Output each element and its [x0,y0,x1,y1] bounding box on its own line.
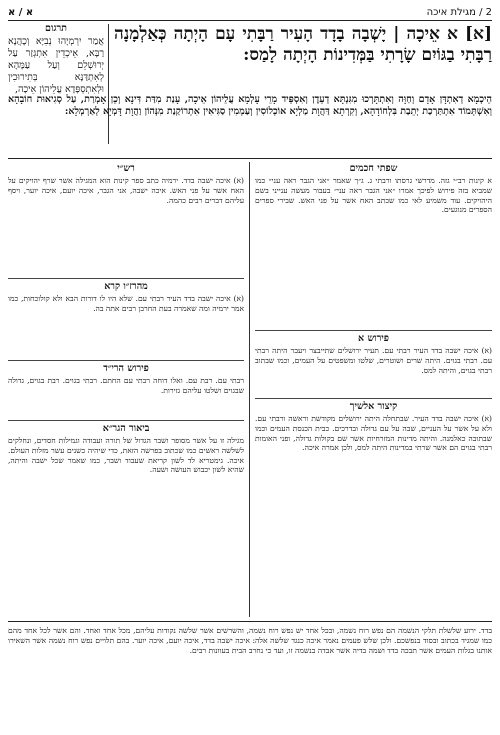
header-rule [8,20,492,21]
targum-heading: תרגום [45,23,67,34]
left-rule-2 [8,360,244,361]
perush-heading: פירוש א [358,333,389,344]
main-verse: [א] א אֵיכָה | יָשְׁבָה בָדָד הָעִיר רַבָּתִי עָם הָיְתָה כְּאַלְמָנָה רַבָּתִי בַגּוֹיִם שָׂרָתִי בַּמְּדִינוֹת הָיְתָה לָמַס: [114,24,492,65]
left-rule-1 [8,278,244,279]
chapter-verse-label: א / א [8,6,34,18]
rashi-heading: רש״י [117,163,135,174]
aramaic-paragraph: הֵיכְמָא דְאִתְדָּן אָדָם וְחַוָּה וְאִתְתָּרְכוּ מִגִּנְתָּא דְעֵדֶן וְאִסְפֵּיד מָרֵי עָלְמָא עֲלֵיהוֹן אֵיכָה, עָנַת מִדַּת דִּינָא וְכֵן אָמְרַת, עַל סְגִיאוּת חוֹבָהָא וְאִשְׁתְּמוֹד אִתְתַּרְכַת יְתֵבַת בִּלְחוֹדָהָא, וְקִרְתָא דַּהֲוָת מַלְיָא אוֹכְלוֹסִין וְעַמְמִין סַגִּיאִין אִתְרוֹקַנַת מִנְּהוֹן וַהֲוָת דָּמְיָא לְאַרְמְלָא: [8,94,492,117]
left-rule-3 [8,420,244,421]
gra-heading: ביאור הגר״א [102,423,150,434]
rashi-text: (א) איכה ישבה בדד. ירמיה כתב ספר קינות הוא המגילה אשר שרף יהויקים על האח אשר על פני האש. איכה ישבה, אני הגבר, איכה יועם, איכה יוער, ויסף עליהם דברים רבים כהמה. [8,176,244,205]
right-rule-1 [255,330,492,331]
talmud-style-page [8,4,492,731]
kitzur-text: (א) איכה ישבה בדד העיר. שבתחלה היתה ירושלים מקודשת וראשה ורבתי עם. ולא על אשר על העניים, שבה על עם גדולה ובדרכים. כבית הכנסת העמים וכמו שבתובה כאלמנה. והיתה מדינות המזרחיות אשר שם בקולות גדולה, ופני האומות רבתי בגוים הם אשר שרתי במדינות היתה למס, ולכן אמרה איכה. [255,414,492,453]
targum-text: אֲמַר יִרְמְיָהוּ נְבִיָּא וְכָהֲנָא רַבָּא, אֵיכְדֵין אִתְגְּזַר עַל יְרוּשְׁלֵם וְעַל עַמָּהָא לְאִתְדַּנָּא בְּתִירוּכִין וּלְאִתְסְפָּדָא עֲלֵיהוֹן אֵיכָה, [8,36,104,95]
maharzu-heading: מהרז״ו קרא [104,281,148,292]
rid-text: רבתי עם. רבת עם. ואלו דוחה רבתי עם החתם. רבתי בגוים. רבת בגוים, גדולה שבגוים ושלטו עליהם גזירות. [8,376,244,395]
kitzur-heading: קיצור אלשיך [349,401,398,412]
perush-text: (א) איכה ישבה בדד העיר רבתי עם. תעיר ירושלים שתייבצר ויעבר היתה רבתי עם. רבתי בגוים. היתה שרים ושוטרים, שלטו ומשפטים על העמים, וכמו שבתוב רבתי בגוים, והיתה למס. [255,346,492,375]
column-divider [249,162,250,617]
rid-heading: פירוש הרי״ד [103,363,149,374]
shitah-text: א קינות רב״י גזה. מדרשי גרסתו ורבתי ג. ג״ך שאמר ״אני הגבר ראה עני״ כמו שמביא בזה פירוש לפיכך אמרו ״אני הגבר ראה עני״ בעבור מעשה ענייני בשם היהויקים. עוד משמיע לאי כמו שכתב האח אשר על פני האש. שבירי ספרים הספרים מנוגעים. [255,176,492,215]
maharzu-text: (א) איכה ישבה בדד העיר רבתי עם. שלא היו לו דורות הבא ולא קולוכחות, כמו אמר ירמיה ומה שאמרה בעת החרבן רבים אתה בה. [8,294,244,313]
bottom-rule [8,621,492,622]
page-label: 2 / מגילת איכה [426,6,492,18]
section-rule [8,158,492,159]
shitah-heading: שפתי חכמים [349,163,398,174]
right-rule-2 [255,398,492,399]
bottom-commentary: בדד. ירוע שלשלת תלקי הנשמה הם נפש רוח נשמה, ובכל אחד יש נפש רוח נשמה, והשרשים אשר שלשה נקודות עליהם, מכל אחד ואחד. והם אשר לכל אחד מהם כמו שמגיד בכתוב ובסוד בנפשכם. ולכן שלש פעמים נאמר איכה כנגד שלשה אלה: איכה ישבה בדד, איכה יועם, איכה יוער. בהם תלויים נפש רוח נשמה אשר השאירו אותנו בגלות העמים אשר תבכה בדד ושמה בדיה אשר אבדה בנשמה זו, ועד כי נחרב הבית בעוונות רבים. [8,626,492,655]
gra-text: מגילה זו על אשר מסופר ושבר הגדול של תורה ועבודה וגמילות חסדים, ונחלקים לשלשה ראשים כמו שכתוב בפרשה הזאת, כדי שיהיה כשנים עשר מזלות העולם. איכה. גימטריא לד לשון קריאת שעבוד ושבר, כמו שאמר שכל ישבה והיתה, שהיא לשון יכבוש העושה ושעה. [8,436,244,475]
running-header [8,4,492,20]
